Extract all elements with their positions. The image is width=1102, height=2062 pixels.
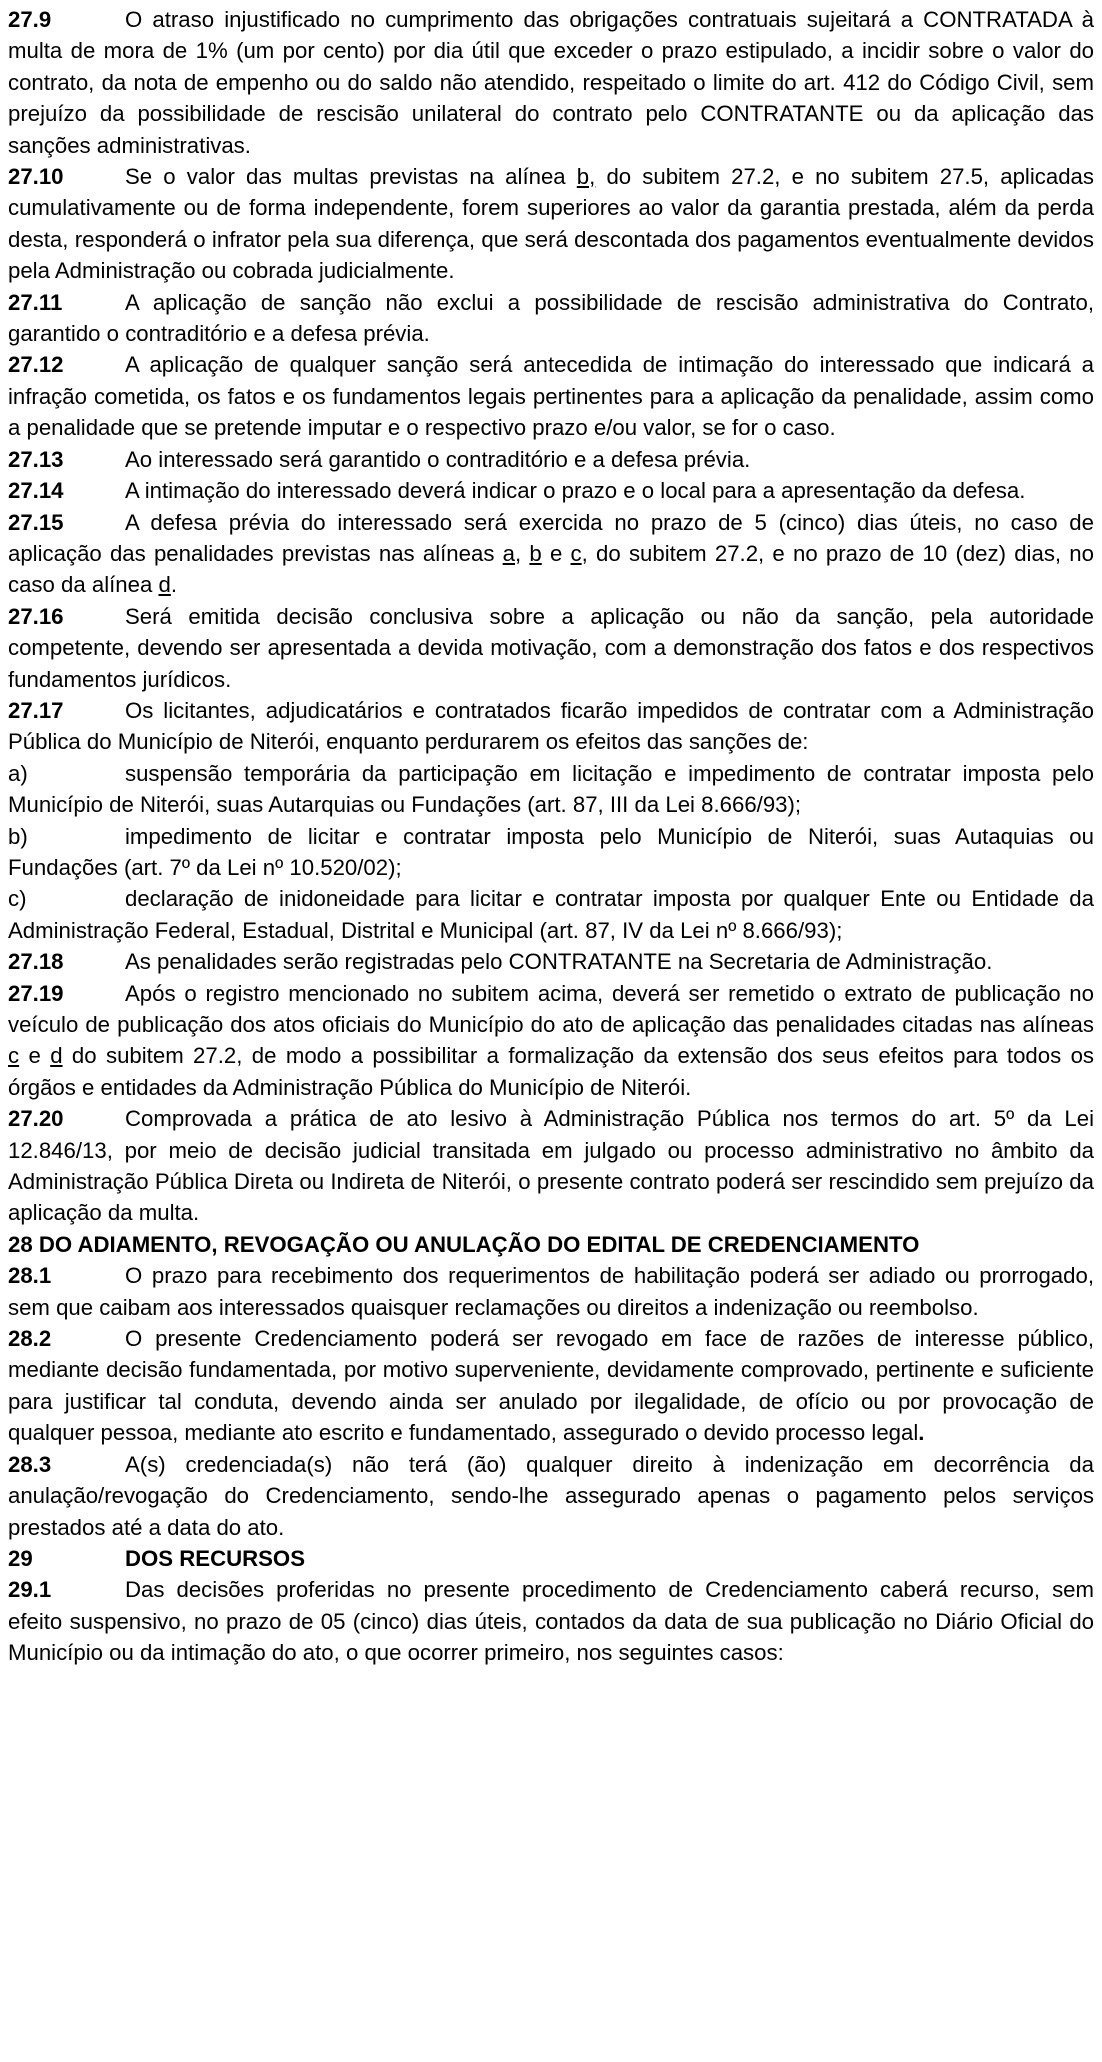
clause-underlined-ref: c bbox=[8, 1043, 20, 1069]
clause-text: O prazo para recebimento dos requerimentos de habilitação poderá ser adiado ou prorrogado, sem que caibam aos interessados quaisquer reclamações ou direitos a indenização ou reembolso. bbox=[8, 1263, 1094, 1320]
clause-number: 27.20 bbox=[8, 1106, 64, 1132]
sub-item-letter: b) bbox=[8, 823, 28, 849]
clause-27-10 bbox=[8, 161, 1094, 287]
section-number: 29 bbox=[8, 1545, 33, 1571]
clause-number: 27.17 bbox=[8, 697, 64, 723]
clause-number: 27.16 bbox=[8, 603, 64, 629]
clause-text: Se o valor das multas previstas na alínea bbox=[125, 164, 577, 190]
clause-text: , bbox=[515, 540, 530, 566]
clause-27-18 bbox=[8, 946, 1094, 977]
clause-text: A(s) credenciada(s) não terá (ão) qualquer direito à indenização em decorrência da anulação/revogação do Credenciamento, sendo-lhe assegurado apenas o pagamento pelos serviços prestados até a data do ato. bbox=[8, 1451, 1094, 1540]
sub-item-text: impedimento de licitar e contratar imposta pelo Município de Niterói, suas Autaquias ou Fundações (art. 7º da Lei nº 10.520/02); bbox=[8, 823, 1094, 880]
clause-text: Comprovada a prática de ato lesivo à Administração Pública nos termos do art. 5º da Lei 12.846/13, por meio de decisão judicial transitada em julgado ou processo administrativo no âmbito da Administração Pública Direta ou Indireta de Niterói, o presente contrato poderá ser rescindido sem prejuízo da aplicação da multa. bbox=[8, 1106, 1094, 1226]
clause-27-11 bbox=[8, 287, 1094, 350]
sub-item-b bbox=[8, 821, 1094, 884]
clause-28-1 bbox=[8, 1260, 1094, 1323]
clause-28-3 bbox=[8, 1449, 1094, 1543]
clause-28-2 bbox=[8, 1323, 1094, 1449]
clause-27-17 bbox=[8, 695, 1094, 758]
clause-text: Ao interessado será garantido o contraditório e a defesa prévia. bbox=[125, 446, 751, 472]
sub-item-letter: c) bbox=[8, 886, 27, 912]
clause-number: 28.3 bbox=[8, 1451, 52, 1477]
clause-27-13 bbox=[8, 444, 1094, 475]
clause-text: e bbox=[541, 540, 571, 566]
clause-number: 27.14 bbox=[8, 478, 64, 504]
section-heading-29 bbox=[8, 1543, 1094, 1574]
clause-text: do subitem 27.2, de modo a possibilitar a formalização da extensão dos seus efeitos para todos os órgãos e entidades da Administração Pública do Município de Niterói. bbox=[8, 1043, 1095, 1100]
clause-number: 28.2 bbox=[8, 1326, 52, 1352]
clause-text: Será emitida decisão conclusiva sobre a aplicação ou não da sanção, pela autoridade competente, devendo ser apresentada a devida motivação, com a demonstração dos fatos e dos respectivos fundamentos jurídicos. bbox=[8, 603, 1094, 692]
clause-number: 27.11 bbox=[8, 289, 63, 315]
clause-29-1 bbox=[8, 1574, 1094, 1668]
clause-text: . bbox=[170, 572, 178, 598]
clause-27-20 bbox=[8, 1103, 1094, 1229]
clause-number: 28.1 bbox=[8, 1263, 52, 1289]
clause-underlined-ref: d bbox=[158, 572, 171, 598]
clause-text: A defesa prévia do interessado será exercida no prazo de 5 (cinco) dias úteis, no caso de aplicação das penalidades previstas nas alíneas bbox=[8, 509, 1094, 566]
clause-number: 27.12 bbox=[8, 352, 64, 378]
sub-item-letter: a) bbox=[8, 760, 28, 786]
sub-item-c bbox=[8, 883, 1094, 946]
sub-item-text: declaração de inidoneidade para licitar e contratar imposta por qualquer Ente ou Entidade da Administração Federal, Estadual, Distrital e Municipal (art. 87, IV da Lei nº 8.666/93); bbox=[8, 886, 1094, 943]
clause-text: do subitem 27.2, e no subitem 27.5, aplicadas cumulativamente ou de forma independente, forem superiores ao valor da garantia prestada, além da perda desta, responderá o infrator pela sua diferença, que será descontada dos pagamentos eventualmente devidos pela Administração ou cobrada judicialmente. bbox=[8, 164, 1094, 284]
clause-text: O presente Credenciamento poderá ser revogado em face de razões de interesse público, mediante decisão fundamentada, por motivo superveniente, devidamente comprovado, pertinente e suficiente para justificar tal conduta, devendo ainda ser anulado por ilegalidade, de ofício ou por provocação de qualquer pessoa, mediante ato escrito e fundamentado, assegurado o devido processo legal bbox=[8, 1326, 1094, 1446]
clause-text: A intimação do interessado deverá indicar o prazo e o local para a apresentação da defesa. bbox=[125, 478, 1026, 504]
clause-number: 27.10 bbox=[8, 164, 64, 190]
clause-number: 27.13 bbox=[8, 446, 64, 472]
clause-27-19 bbox=[8, 978, 1094, 1104]
clause-underlined-ref: a bbox=[502, 540, 515, 566]
clause-underlined-ref: c bbox=[570, 540, 582, 566]
clause-text: As penalidades serão registradas pelo CONTRATANTE na Secretaria de Administração. bbox=[125, 949, 993, 975]
clause-text: Os licitantes, adjudicatários e contratados ficarão impedidos de contratar com a Administração Pública do Município de Niterói, enquanto perdurarem os efeitos das sanções de: bbox=[8, 697, 1094, 755]
clause-number: 27.9 bbox=[8, 7, 52, 32]
sub-item-text: suspensão temporária da participação em licitação e impedimento de contratar imposta pelo Município de Niterói, suas Autarquias ou Fundações (art. 87, III da Lei 8.666/93); bbox=[8, 760, 1094, 818]
clause-underlined-ref: b bbox=[529, 540, 542, 566]
clause-text: O atraso injustificado no cumprimento das obrigações contratuais sujeitará a CONTRATADA à multa de mora de 1% (um por cento) por dia útil que exceder o prazo estipulado, a incidir sobre o valor do contrato, da nota de empenho ou do saldo não atendido, respeitado o limite do art. 412 do Código Civil, sem prejuízo da possibilidade de rescisão unilateral do contrato pelo CONTRATANTE ou da aplicação das sanções administrativas. bbox=[8, 7, 1094, 158]
clause-number: 27.15 bbox=[8, 509, 64, 535]
clause-text: , do subitem 27.2, e no prazo de 10 (dez) dias, no caso da alínea bbox=[8, 540, 1094, 598]
clause-27-9 bbox=[8, 4, 1094, 161]
clause-27-16 bbox=[8, 601, 1094, 695]
clause-number: 29.1 bbox=[8, 1577, 52, 1603]
clause-27-14 bbox=[8, 475, 1094, 506]
sub-item-a bbox=[8, 758, 1094, 821]
clause-underlined-ref: d bbox=[50, 1043, 63, 1069]
section-heading-28: 28 DO ADIAMENTO, REVOGAÇÃO OU ANULAÇÃO DO EDITAL DE CREDENCIAMENTO bbox=[8, 1231, 920, 1257]
clause-number: 27.18 bbox=[8, 949, 64, 975]
clause-27-12 bbox=[8, 349, 1094, 443]
clause-text: e bbox=[19, 1043, 51, 1069]
clause-text-tail: . bbox=[918, 1420, 925, 1446]
clause-underlined-ref: b, bbox=[576, 164, 596, 190]
clause-number: 27.19 bbox=[8, 980, 64, 1006]
section-title: DOS RECURSOS bbox=[125, 1545, 305, 1571]
clause-text: A aplicação de sanção não exclui a possibilidade de rescisão administrativa do Contrato, garantido o contraditório e a defesa prévia. bbox=[8, 289, 1094, 347]
clause-text: Das decisões proferidas no presente procedimento de Credenciamento caberá recurso, sem efeito suspensivo, no prazo de 05 (cinco) dias úteis, contados da data de sua publicação no Diário Oficial do Município ou da intimação do ato, o que ocorrer primeiro, nos seguintes casos: bbox=[8, 1577, 1094, 1666]
clause-text: Após o registro mencionado no subitem acima, deverá ser remetido o extrato de publicação no veículo de publicação dos atos oficiais do Município do ato de aplicação das penalidades citadas nas alíneas bbox=[8, 980, 1094, 1037]
clause-27-15 bbox=[8, 507, 1094, 601]
clause-text: A aplicação de qualquer sanção será antecedida de intimação do interessado que indicará a infração cometida, os fatos e os fundamentos legais pertinentes para a aplicação da penalidade, assim como a penalidade que se pretende imputar e o respectivo prazo e/ou valor, se for o caso. bbox=[8, 352, 1094, 441]
